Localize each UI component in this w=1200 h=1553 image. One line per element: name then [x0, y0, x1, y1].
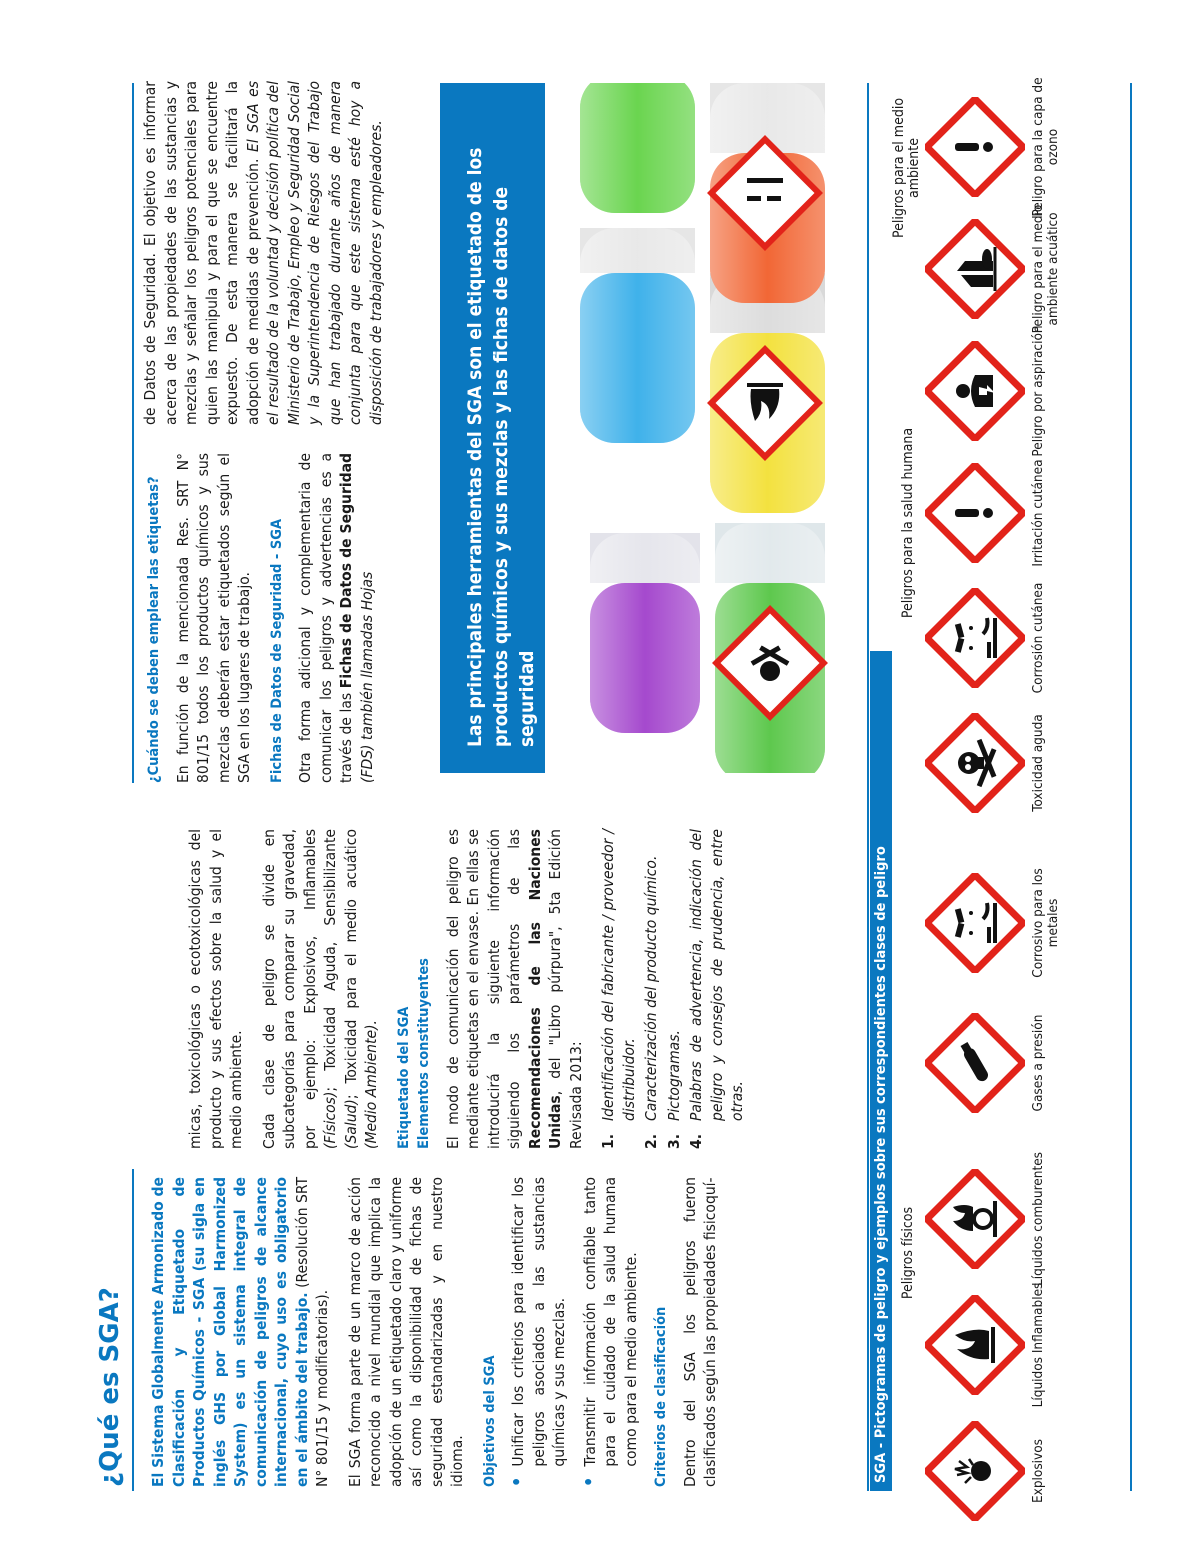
objective-text-2: Transmitir información confiable tanto para el cuidado de la salud humana como para el medio ambiente.: [580, 1177, 640, 1467]
pictogram-title-bar: SGA - Pictogramas de peligro y ejemplos sobre sus correspondientes clases de peligro: [870, 651, 892, 1491]
intro-bold: El Sistema Globalmente Armonizado de Clasificación y Etiquetado de Productos Químicos - SGA (su sigla en inglés GHS por Global Harmonized System) es un sistema integral de comunicación de peligros de alcance internacional, cuyo uso es obligatorio en el ámbito del trabajo.: [149, 1177, 311, 1487]
flame-over-circle-icon: [925, 1169, 1025, 1269]
skull-crossbones-icon: [925, 713, 1025, 813]
item-text: Identificación del fabricante / proveedor / distribuidor.: [599, 829, 638, 1121]
pictogram-item: [925, 993, 1046, 1133]
col4-italic: El SGA es el resultado de la voluntad y decisión política del Ministerio de Trabajo, Empleo y Seguridad Social y la Superintendencia de Riesgos del Trabajo que han trabajado durante años de manera conjunta para que este sistema esté hoy a disposición de trabajadores y empleadores.: [243, 80, 385, 425]
sub-text-c: ; Toxicidad para el medio acuático: [341, 829, 360, 1100]
pictogram-item: [925, 321, 1046, 461]
pictogram-caption: Corrosivo para los metales: [1030, 868, 1061, 978]
fds-continued: [140, 81, 386, 425]
chemical-tubes-photo: [560, 83, 840, 773]
pictogram-caption: Toxicidad aguda: [1030, 714, 1046, 812]
pictogram-top-rule: [867, 83, 869, 1491]
pictogram-caption: Gases a presión: [1030, 1014, 1046, 1112]
exploding-bomb-icon: [925, 1421, 1025, 1521]
item-number: 1.: [599, 1133, 617, 1149]
pictogram-caption: Explosivos: [1030, 1438, 1046, 1504]
sub-italic-3: (Medio Ambiente).: [362, 1020, 380, 1149]
group-label-physical: Peligros físicos: [900, 1206, 916, 1300]
gas-cylinder-icon: [925, 1013, 1025, 1113]
fds-text-b: (FDS) también llamadas Hojas: [357, 571, 376, 783]
column-4: [140, 81, 398, 425]
labeling-heading: Etiquetado del SGA: [395, 1006, 412, 1149]
pictogram-caption: Irritación cutánea: [1030, 459, 1046, 567]
criteria-text: Dentro del SGA los peligros fueron clasificados según las propiedades fisicoquí-: [680, 1177, 719, 1487]
pictogram-item: [925, 853, 1061, 993]
item-text: Caracterización del producto químico.: [642, 855, 660, 1121]
objective-item: [508, 1177, 570, 1487]
exclamation-mark-icon: [925, 97, 1025, 197]
item-text: Palabras de advertencia, indicación del peligro y consejos de prudencia, entre otras.: [687, 829, 746, 1121]
intro-ref: (Resolución SRT N° 801/15 y modificatorias).: [292, 1177, 331, 1487]
page-title: ¿Qué es SGA?: [95, 1287, 125, 1487]
item-number: 3.: [664, 1133, 683, 1149]
bottom-rule: [1130, 83, 1132, 1491]
column-2: [185, 829, 750, 1149]
para-marco: El SGA forma parte de un marco de acción reconocido a nivel mundial que implica la adopción de un etiquetado claro y uniforme así como la disponibilidad de fichas de seguridad estandarizadas y en nuestro idioma.: [345, 1177, 466, 1487]
bullet-icon: •: [578, 1476, 600, 1487]
pictogram-caption: Peligro para la capa de ozono: [1030, 77, 1061, 217]
when-heading: ¿Cuándo se deben emplear las etiquetas?: [146, 476, 162, 783]
col4-text: de Datos de Seguridad. El objetivo es informar acerca de las propiedades de las sustancias y mezclas y señalar los peligros potenciales para quien las manipula y para el que se encuentre expuesto. De esta manera se facilitará la adopción de medidas de prevención.: [141, 81, 262, 425]
item-number: 2.: [642, 1133, 660, 1149]
sub-italic-1: (Físicos): [321, 1091, 339, 1149]
pictogram-item: [925, 1275, 1046, 1415]
pictogram-caption: Peligro por aspiración: [1030, 325, 1046, 457]
column1-top-rule: [132, 1169, 134, 1491]
group-label-health: Peligros para la salud humana: [900, 427, 916, 619]
group-label-environment: Peligros para el medio ambiente: [891, 97, 922, 239]
column3-top-rule: [132, 83, 134, 783]
bullet-icon: •: [507, 1476, 528, 1487]
fds-heading: Fichas de Datos de Seguridad - SGA: [268, 518, 285, 783]
pictogram-item: [925, 77, 1061, 217]
pictogram-item: [925, 199, 1061, 339]
pictogram-item: [925, 1149, 1046, 1289]
corrosion-icon: [925, 873, 1025, 973]
when-text: En función de la mencionada Res. SRT N° 801/15 todos los productos químicos y sus mezclas deberán estar etiquetados según el SGA en los lugares de trabajo.: [173, 453, 253, 783]
health-hazard-icon: [925, 341, 1025, 441]
fds-bold: Fichas de Datos de Seguridad: [337, 452, 355, 689]
labeling-paragraph: [443, 829, 587, 1149]
labeling-text-a: El modo de comunicación del peligro es mediante etiquetas en el envase. En ellas se introducirá la siguiente información siguiendo los parámetros de las: [443, 829, 523, 1149]
labeling-bold: Recomendaciones de las Naciones Unidas: [525, 829, 564, 1149]
pictogram-caption: Corrosión cutánea: [1030, 582, 1046, 694]
fds-paragraph: [295, 453, 377, 783]
pictogram-caption: Peligro para el medio ambiente acuático: [1030, 204, 1061, 334]
label-element-item: [664, 829, 685, 1149]
labeling-subheading: Elementos constituyentes: [416, 958, 432, 1149]
label-element-item: [686, 829, 748, 1149]
column-3: [140, 453, 389, 783]
environment-icon: [925, 219, 1025, 319]
key-tools-banner: Las principales herramientas del SGA son el etiquetado de los productos químicos y sus mezclas y las fichas de datos de seguridad: [440, 83, 545, 773]
pictogram-item: [925, 1401, 1046, 1541]
objective-item: [580, 1177, 642, 1487]
objectives-heading: Objetivos del SGA: [481, 1355, 498, 1487]
criteria-heading: Criterios de clasificación: [653, 1306, 669, 1487]
column-1: [148, 1177, 733, 1487]
sub-text-b: ; Toxicidad Aguda, Sensibilizante: [321, 829, 339, 1092]
fds-text-a: Otra forma adicional y complementaria de comunicar los peligros y advertencias es a través de las: [296, 453, 355, 783]
pictogram-caption: Líquidos comburentes: [1030, 1151, 1046, 1287]
cont-text: micas, toxicológicas o ecotoxicológicas del producto y sus efectos sobre la salud y el medio ambiente.: [186, 829, 245, 1149]
flame-icon: [925, 1295, 1025, 1395]
pictogram-caption: Líquidos Inflamables: [1030, 1282, 1046, 1408]
subcategories-paragraph: [259, 829, 382, 1149]
label-elements-list: [598, 829, 748, 1149]
label-element-item: [641, 829, 662, 1149]
sub-italic-2: (Salud): [341, 1099, 360, 1149]
labeling-text-b: , del "Libro púrpura", 5ta Edición Revisada 2013:: [546, 829, 585, 1149]
item-number: 4.: [687, 1133, 705, 1149]
exclamation-mark-icon: [925, 463, 1025, 563]
corrosion-icon: [925, 588, 1025, 688]
sub-text-a: Cada clase de peligro se divide en subcategorías para comparar su gravedad, por ejemplo: Explosivos, Inflamables: [259, 829, 319, 1149]
objective-text-1: Unificar los criterios para identificar los peligros asociados a las sustancias químicas y sus mezclas.: [509, 1177, 568, 1467]
pictogram-item: [925, 568, 1046, 708]
pictogram-item: [925, 443, 1046, 583]
label-element-item: [598, 829, 639, 1149]
pictogram-item: [925, 693, 1046, 833]
intro-paragraph: [148, 1177, 333, 1487]
item-text: Pictogramas.: [664, 1030, 683, 1121]
test-tubes-illustration: [560, 83, 840, 773]
